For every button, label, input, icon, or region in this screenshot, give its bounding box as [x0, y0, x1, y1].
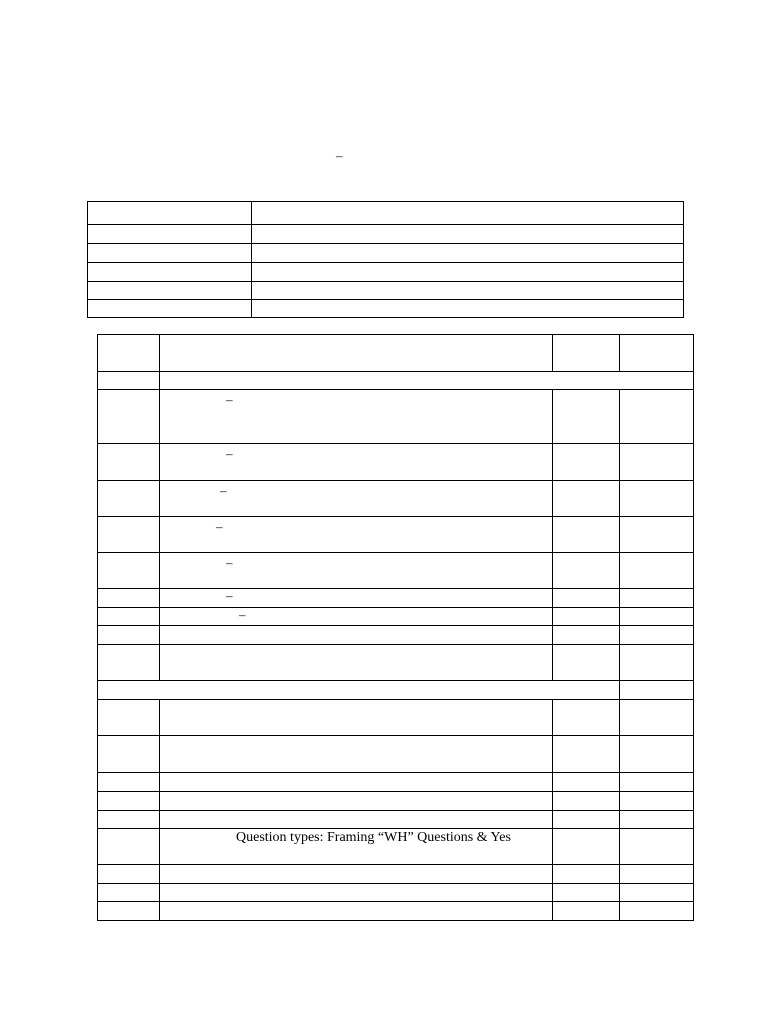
- topic-cell: [160, 902, 553, 921]
- topic-cell: [160, 645, 553, 681]
- question-types-text: Question types: Framing “WH” Questions & Yes: [236, 830, 511, 845]
- topic-cell: [160, 444, 553, 481]
- table-row: [98, 884, 160, 902]
- table-row: [98, 608, 160, 626]
- reference-cell: [620, 444, 694, 481]
- hours-cell: [553, 700, 620, 736]
- reference-cell: [620, 811, 694, 829]
- topic-dash: –: [239, 607, 246, 622]
- table-row: [98, 444, 160, 481]
- topic-cell: [160, 736, 553, 773]
- table-row: [98, 829, 160, 865]
- topic-dash: –: [220, 483, 227, 498]
- table-row: [98, 645, 160, 681]
- topic-dash: –: [226, 588, 233, 603]
- hours-cell: [553, 902, 620, 921]
- table-row: [98, 481, 160, 517]
- table-row: [98, 792, 160, 811]
- hours-cell: [553, 645, 620, 681]
- header-cell-topic: [160, 335, 553, 372]
- reference-cell: [620, 829, 694, 865]
- lesson-plan-table: [97, 334, 694, 921]
- hours-cell: [553, 884, 620, 902]
- topic-dash: –: [226, 392, 233, 407]
- reference-cell: [620, 902, 694, 921]
- topic-cell: [160, 884, 553, 902]
- reference-cell: [620, 589, 694, 608]
- table-row: [98, 811, 160, 829]
- topic-cell: [160, 608, 553, 626]
- reference-cell: [620, 681, 694, 700]
- table-row: [98, 390, 160, 444]
- reference-cell: [620, 773, 694, 792]
- reference-cell: [620, 626, 694, 645]
- info-label-cell: [88, 225, 252, 244]
- hours-cell: [553, 517, 620, 553]
- table-row: [98, 902, 160, 921]
- info-value-cell: [252, 244, 684, 263]
- topic-cell: [160, 700, 553, 736]
- unit-cell: [98, 372, 160, 390]
- hours-cell: [553, 811, 620, 829]
- hours-cell: [553, 608, 620, 626]
- topic-dash: –: [226, 446, 233, 461]
- reference-cell: [620, 608, 694, 626]
- reference-cell: [620, 390, 694, 444]
- hours-cell: [553, 829, 620, 865]
- table-row: [98, 773, 160, 792]
- hours-cell: [553, 589, 620, 608]
- table-row: [98, 517, 160, 553]
- info-label-cell: [88, 263, 252, 282]
- topic-cell: [160, 390, 553, 444]
- info-label-cell: [88, 300, 252, 318]
- hours-cell: [553, 626, 620, 645]
- table-row: [98, 626, 160, 645]
- reference-cell: [620, 865, 694, 884]
- topic-dash: –: [226, 555, 233, 570]
- unit-title-cell: [98, 681, 620, 700]
- table-row: [98, 589, 160, 608]
- hours-cell: [553, 553, 620, 589]
- topic-cell: [160, 811, 553, 829]
- reference-cell: [620, 792, 694, 811]
- topic-cell: [160, 865, 553, 884]
- reference-cell: [620, 645, 694, 681]
- reference-cell: [620, 481, 694, 517]
- hours-cell: [553, 865, 620, 884]
- table-row: [98, 553, 160, 589]
- info-value-cell: [252, 282, 684, 300]
- table-row: [98, 700, 160, 736]
- hours-cell: [553, 444, 620, 481]
- topic-cell: [160, 517, 553, 553]
- info-label-cell: [88, 282, 252, 300]
- reference-cell: [620, 517, 694, 553]
- course-info-table: [87, 201, 684, 318]
- info-value-cell: [252, 225, 684, 244]
- topic-cell: [160, 829, 553, 865]
- topic-dash: –: [216, 519, 223, 534]
- topic-cell: [160, 792, 553, 811]
- reference-cell: [620, 700, 694, 736]
- info-value-cell: [252, 263, 684, 282]
- hours-cell: [553, 390, 620, 444]
- heading-dash: –: [336, 148, 343, 163]
- topic-cell: [160, 553, 553, 589]
- hours-cell: [553, 792, 620, 811]
- table-row: [98, 736, 160, 773]
- unit-title-cell: [160, 372, 694, 390]
- table-row: [98, 865, 160, 884]
- topic-cell: [160, 626, 553, 645]
- reference-cell: [620, 736, 694, 773]
- hours-cell: [553, 481, 620, 517]
- hours-cell: [553, 736, 620, 773]
- hours-cell: [553, 773, 620, 792]
- reference-cell: [620, 884, 694, 902]
- header-cell-sno: [98, 335, 160, 372]
- info-label-cell: [88, 244, 252, 263]
- header-cell-hours: [553, 335, 620, 372]
- topic-cell: [160, 589, 553, 608]
- reference-cell: [620, 553, 694, 589]
- info-label-cell: [88, 202, 252, 225]
- header-cell-reference: [620, 335, 694, 372]
- topic-cell: [160, 773, 553, 792]
- info-value-cell: [252, 300, 684, 318]
- topic-cell: [160, 481, 553, 517]
- info-value-cell: [252, 202, 684, 225]
